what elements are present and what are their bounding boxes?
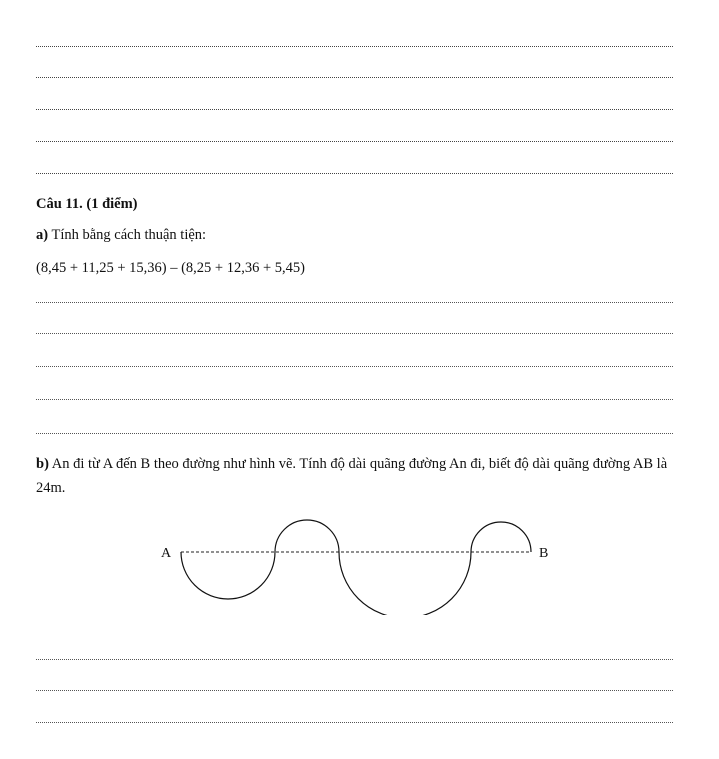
answer-line: [36, 46, 673, 47]
answer-line: [36, 109, 673, 110]
arc-down-1: [181, 552, 275, 599]
part-b-text: An đi từ A đến B theo đường như hình vẽ. Tính độ dài quãng đường An đi, biết độ dài quãng đường AB là 24m.: [36, 456, 668, 496]
answer-line: [36, 399, 673, 400]
answer-line: [36, 366, 673, 367]
point-a-label: A: [161, 546, 172, 561]
answer-line: [36, 333, 673, 334]
arc-down-2: [339, 552, 471, 615]
part-a-text: Tính bằng cách thuận tiện:: [48, 227, 207, 243]
answer-line: [36, 690, 673, 691]
part-a-label: a): [36, 227, 49, 243]
answer-line: [36, 659, 673, 660]
question-title: Câu 11. (1 điểm): [36, 196, 138, 212]
answer-line: [36, 173, 673, 174]
part-b-label: b): [36, 456, 49, 472]
answer-line: [36, 722, 673, 723]
answer-line: [36, 302, 673, 303]
arc-up-2: [471, 522, 531, 552]
part-b-prompt: [36, 452, 676, 500]
answer-line: [36, 433, 673, 434]
point-b-label: B: [539, 546, 549, 561]
part-a-prompt: [36, 226, 206, 244]
answer-line: [36, 77, 673, 78]
path-figure: [150, 515, 570, 615]
arc-up-1: [275, 520, 339, 552]
part-a-expression: (8,45 + 11,25 + 15,36) – (8,25 + 12,36 + 5,45): [36, 260, 305, 276]
path-diagram: [150, 515, 570, 615]
answer-line: [36, 141, 673, 142]
